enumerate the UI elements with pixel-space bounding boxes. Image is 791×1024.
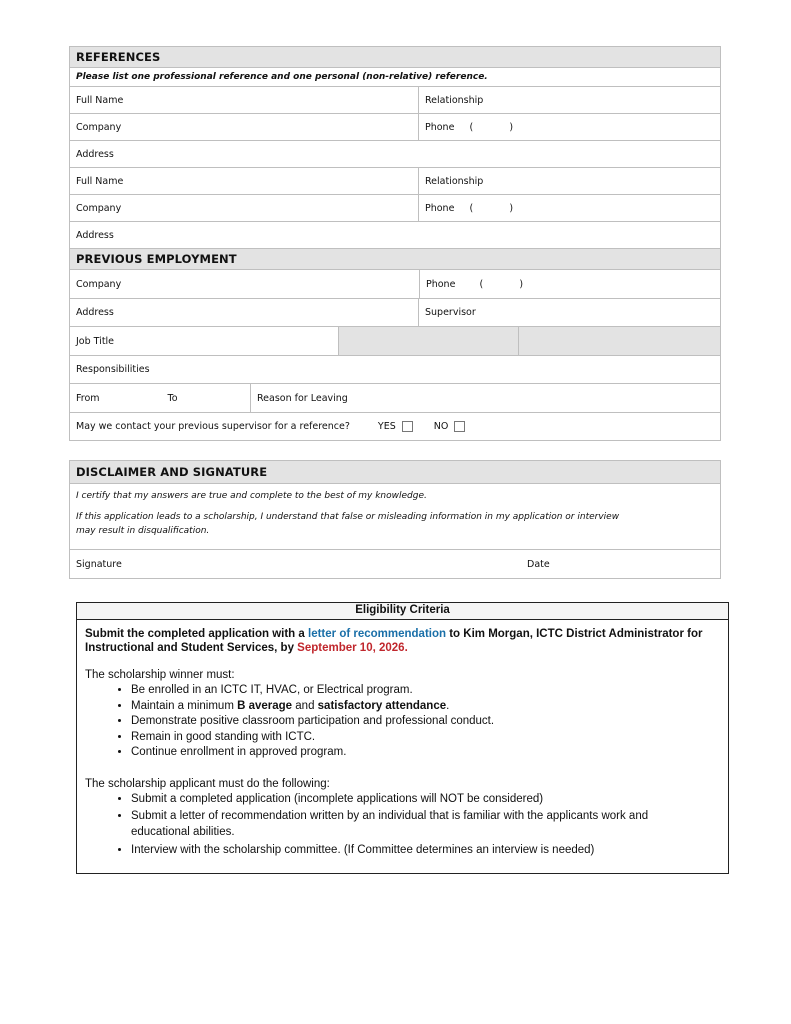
winner-item-text: . (446, 699, 450, 712)
references-heading: REFERENCES (76, 50, 161, 64)
ref1-relationship-field[interactable] (418, 87, 720, 113)
ref2-relationship-label: Relationship (425, 175, 484, 187)
employment-heading: PREVIOUS EMPLOYMENT (76, 252, 237, 266)
reference-1-name-row (70, 86, 720, 113)
ref2-relationship-field[interactable] (418, 168, 720, 194)
ref2-phone-label: Phone (425, 202, 455, 214)
ref2-address-label: Address (76, 229, 114, 241)
lead-text-2: to Kim Morgan, ICTC District Administrator for Instructional and Student Services, by (85, 628, 703, 654)
emp-job-title-label: Job Title (76, 335, 115, 347)
reference-2-address-row (70, 221, 720, 248)
signature-date-cell[interactable] (70, 550, 720, 578)
date-label: Date (527, 558, 550, 570)
satisfactory-attendance-text: satisfactory attendance (317, 699, 447, 712)
disclaimer-form (69, 460, 721, 579)
employment-jobtitle-row (70, 326, 720, 355)
emp-phone-parens: ( ) (479, 278, 524, 290)
eligibility-body (77, 620, 728, 859)
winner-intro: The scholarship winner must: (85, 669, 235, 681)
eligibility-heading: Eligibility Criteria (77, 603, 728, 620)
emp-supervisor-label: Supervisor (425, 307, 476, 318)
disclaimer-line-2: If this application leads to a scholarship, I understand that false or misleading information in my application or interview (76, 511, 620, 522)
ref2-full-name-field[interactable] (70, 168, 418, 194)
lead-text-1: Submit the completed application with a (85, 628, 308, 640)
eligibility-lead (85, 627, 720, 655)
winner-item: • Remain in good standing with ICTC. (131, 730, 720, 746)
employment-company-row (70, 269, 720, 298)
applicant-list (85, 792, 720, 859)
ref1-company-field[interactable] (70, 114, 418, 140)
ref2-phone-field[interactable] (418, 195, 720, 221)
emp-responsibilities-field[interactable] (70, 356, 720, 383)
letter-of-recommendation-text: letter of recommendation (308, 628, 447, 640)
emp-responsibilities-label: Responsibilities (76, 364, 150, 375)
references-instruction: Please list one professional reference and one personal (non-relative) reference. (76, 72, 488, 82)
disclaimer-line-1: I certify that my answers are true and complete to the best of my knowledge. (76, 491, 427, 501)
applicant-item: • Submit a completed application (incomplete applications will NOT be considered) (131, 792, 720, 808)
employment-address-row (70, 298, 720, 326)
ref2-company-field[interactable] (70, 195, 418, 221)
disclaimer-heading: DISCLAIMER AND SIGNATURE (76, 465, 268, 479)
disclaimer-heading-row (70, 461, 720, 483)
ref1-address-label: Address (76, 148, 114, 160)
ref1-phone-parens: ( ) (469, 121, 514, 133)
ref2-full-name-label: Full Name (76, 175, 124, 187)
emp-address-label: Address (76, 307, 114, 318)
applicant-item: • Interview with the scholarship committee. (If Committee determines an interview is needed) (131, 843, 720, 859)
emp-shaded-cell-1 (338, 327, 518, 355)
emp-company-field[interactable] (70, 270, 419, 298)
employment-responsibilities-row (70, 355, 720, 383)
ref1-address-field[interactable] (70, 141, 720, 167)
b-average-text: B average (237, 699, 293, 712)
yes-label: YES (377, 421, 396, 432)
references-employment-form (69, 46, 721, 441)
ref1-full-name-field[interactable] (70, 87, 418, 113)
winner-item: • Be enrolled in an ICTC IT, HVAC, or Electrical program. (131, 683, 720, 699)
reference-1-address-row (70, 140, 720, 167)
yes-checkbox[interactable] (402, 421, 413, 432)
ref1-company-label: Company (76, 121, 122, 133)
no-label: NO (433, 421, 449, 432)
emp-reason-label: Reason for Leaving (257, 392, 348, 404)
winner-list (85, 683, 720, 761)
eligibility-criteria-box (76, 602, 729, 874)
reference-2-name-row (70, 167, 720, 194)
emp-company-label: Company (76, 278, 122, 290)
ref2-company-label: Company (76, 202, 122, 214)
no-checkbox[interactable] (454, 421, 465, 432)
emp-shaded-cell-2 (518, 327, 720, 355)
employment-contact-row (70, 412, 720, 440)
ref1-phone-field[interactable] (418, 114, 720, 140)
signature-label: Signature (76, 558, 122, 570)
winner-item: • Continue enrollment in approved program. (131, 745, 720, 761)
emp-reason-field[interactable] (250, 384, 720, 412)
emp-from-label: From (76, 392, 100, 404)
winner-item: • Demonstrate positive classroom participation and professional conduct. (131, 714, 720, 730)
ref1-relationship-label: Relationship (425, 94, 484, 106)
emp-job-title-field[interactable] (70, 327, 338, 355)
winner-item (131, 699, 720, 715)
reference-1-company-row (70, 113, 720, 140)
disclaimer-text-row (70, 483, 720, 549)
winner-item-text: and (292, 699, 318, 712)
references-instruction-row (70, 67, 720, 86)
ref2-address-field[interactable] (70, 222, 720, 248)
ref2-phone-parens: ( ) (469, 202, 514, 214)
emp-dates-field[interactable] (70, 384, 250, 412)
emp-phone-label: Phone (426, 278, 456, 290)
ref1-full-name-label: Full Name (76, 94, 124, 106)
emp-phone-field[interactable] (419, 270, 720, 298)
reference-2-company-row (70, 194, 720, 221)
ref1-phone-label: Phone (425, 121, 455, 133)
references-heading-row (70, 47, 720, 67)
signature-row (70, 549, 720, 578)
winner-item-text: Maintain a minimum (131, 699, 238, 712)
applicant-item: • Submit a letter of recommendation written by an individual that is familiar with the applicants work and educational abilities. (131, 809, 720, 840)
employment-heading-row (70, 248, 720, 269)
emp-contact-cell (70, 413, 720, 440)
deadline-date: September 10, 2026. (297, 642, 408, 654)
emp-address-field[interactable] (70, 299, 418, 326)
emp-contact-question: May we contact your previous supervisor for a reference? (76, 421, 350, 432)
disclaimer-text (70, 484, 720, 549)
employment-dates-row (70, 383, 720, 412)
disclaimer-line-3: may result in disqualification. (76, 526, 210, 536)
emp-supervisor-field[interactable] (418, 299, 720, 326)
emp-to-label: To (167, 392, 178, 404)
applicant-intro: The scholarship applicant must do the following: (85, 777, 330, 790)
